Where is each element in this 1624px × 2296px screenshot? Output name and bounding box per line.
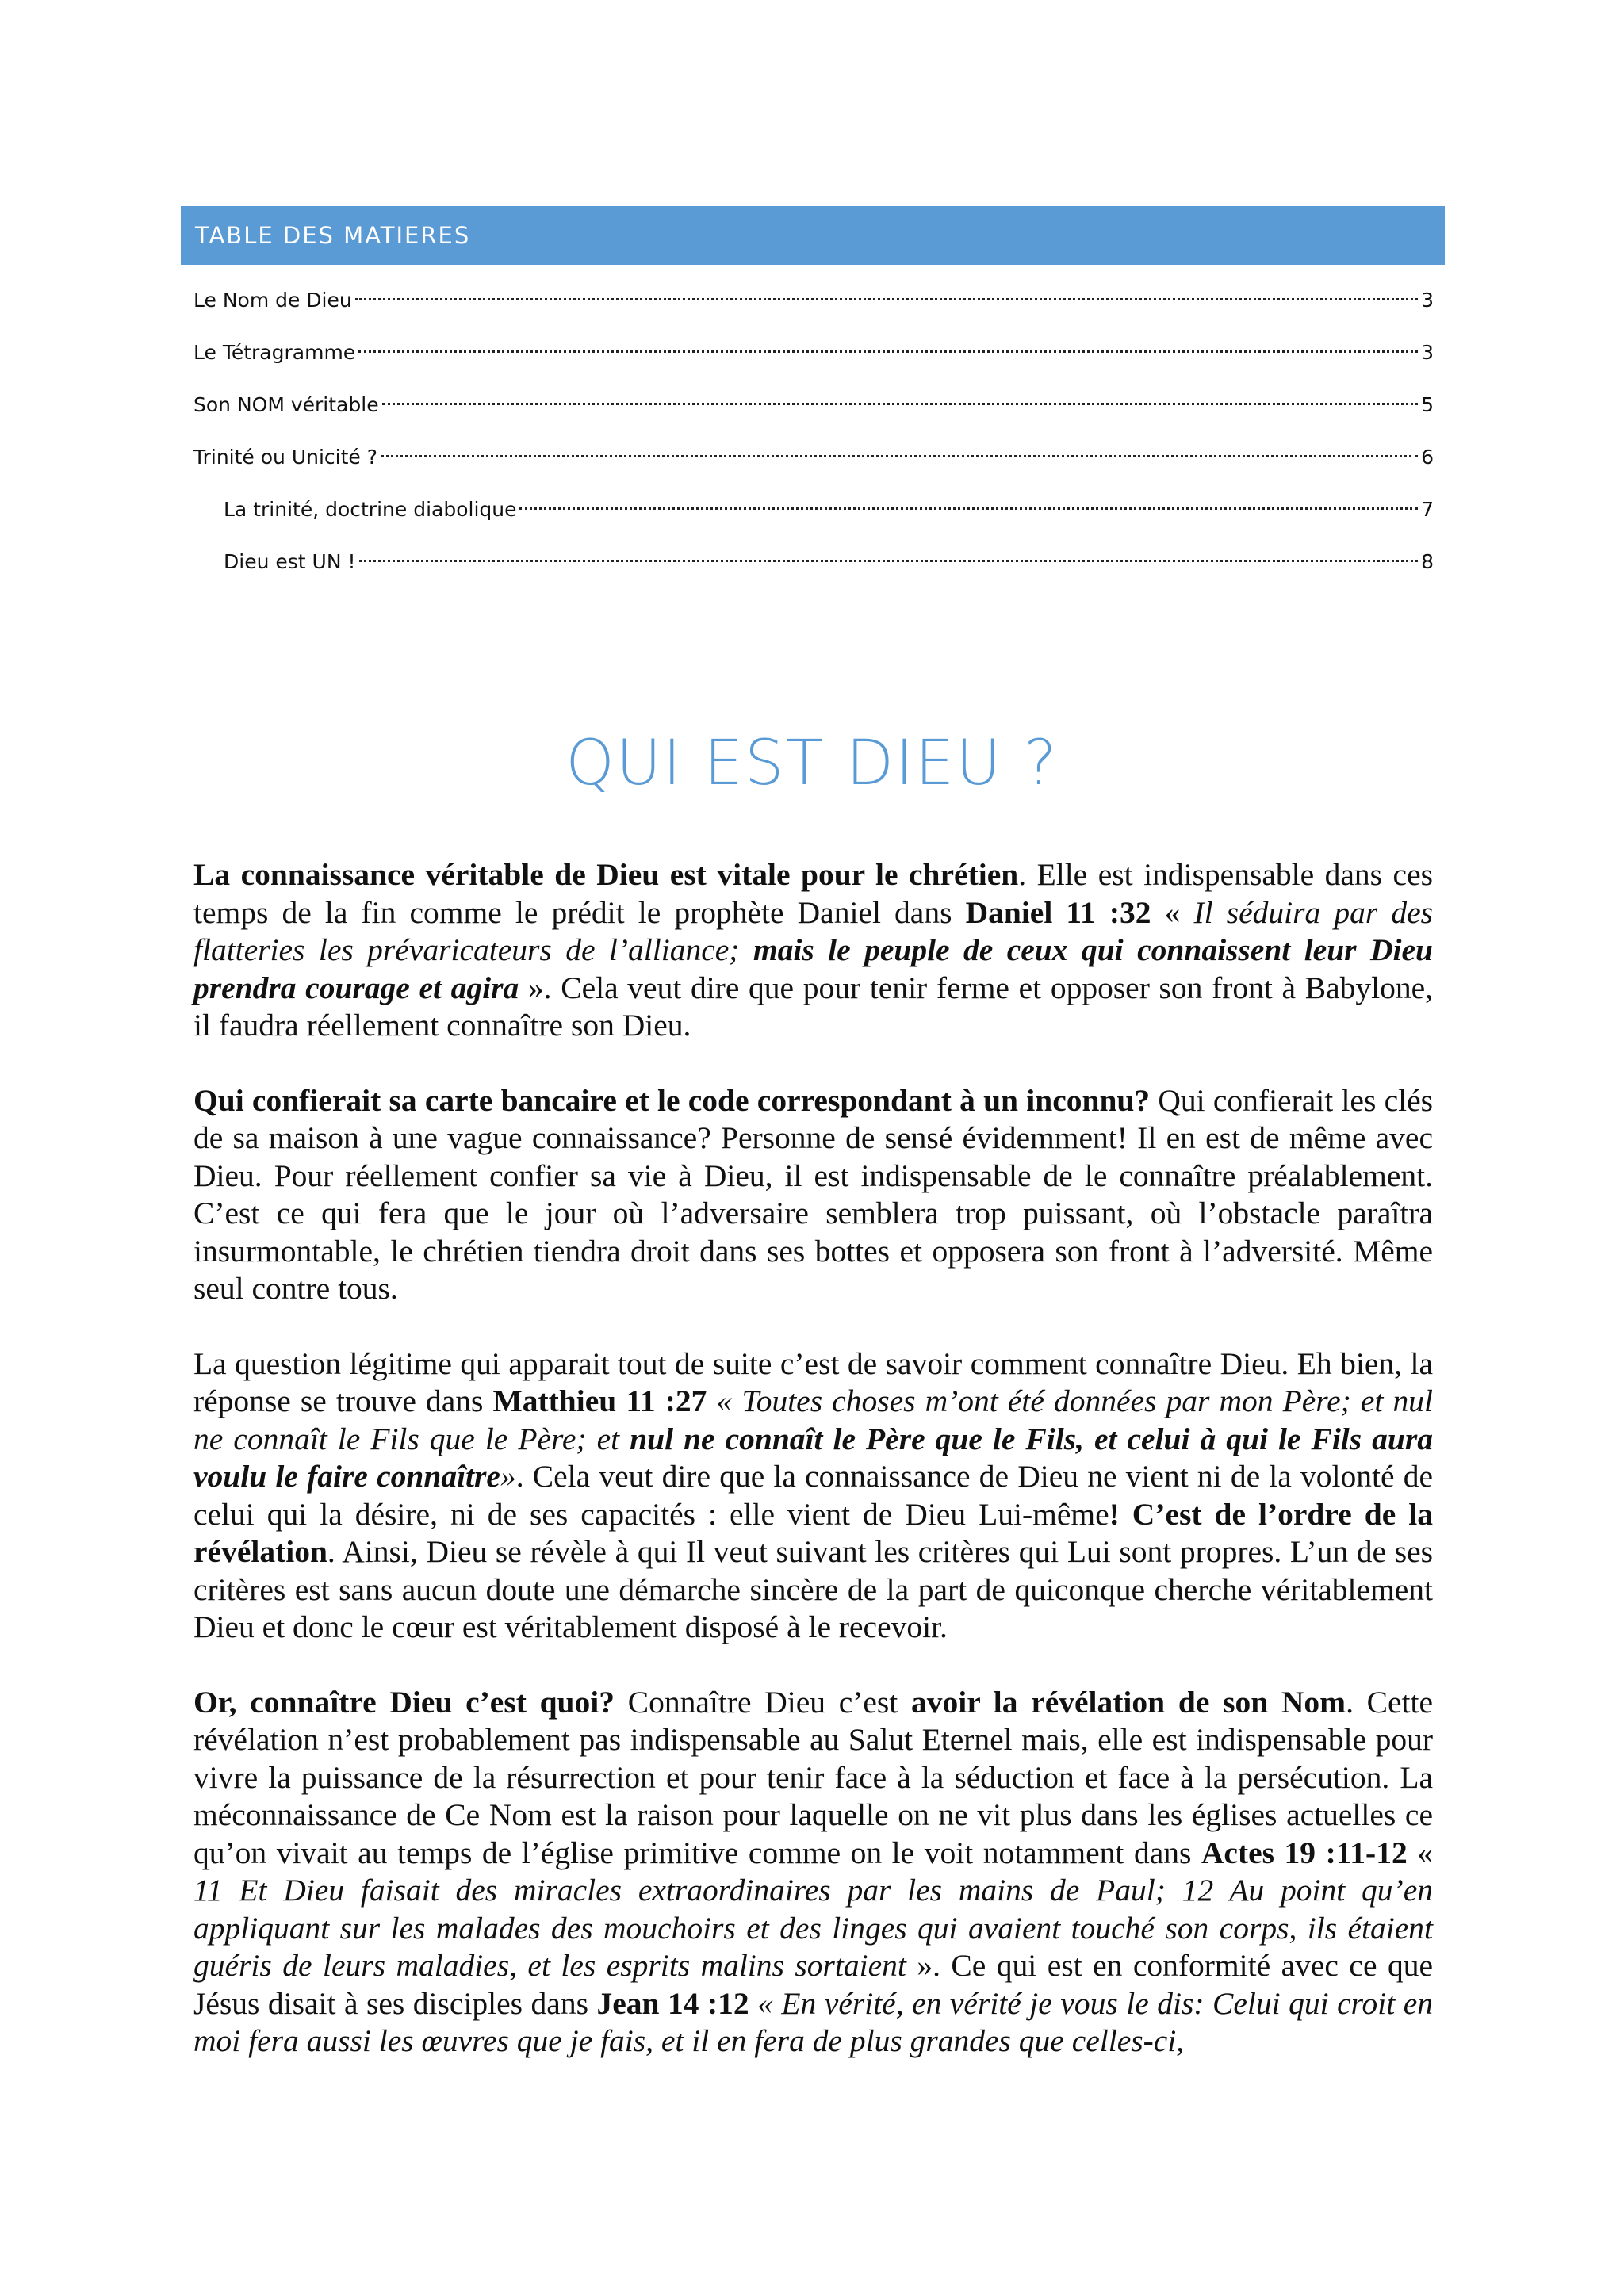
toc-entry-title: Trinité ou Unicité ? xyxy=(193,446,378,469)
text-run: « En vérité, en vérité je vous le dis: Celui qui croit en moi fera aussi les œuvres que je fais, et il en fera de plus grandes que celles-ci, xyxy=(193,1985,1433,2058)
toc-heading: TABLE DES MATIERES xyxy=(181,206,1445,265)
body-paragraph xyxy=(193,1684,1433,2061)
toc-entry-page: 8 xyxy=(1421,550,1434,573)
toc-entry-title: Son NOM véritable xyxy=(193,393,379,416)
toc-entry-title: La trinité, doctrine diabolique xyxy=(224,498,517,521)
text-run: Jean 14 :12 xyxy=(596,1985,749,2021)
text-run: Actes 19 :11-12 xyxy=(1201,1835,1408,1870)
toc-entries xyxy=(181,274,1445,588)
text-run: avoir la révélation de son Nom xyxy=(911,1684,1346,1720)
text-run: . Ainsi, Dieu se révèle à qui Il veut suivant les critères qui Lui sont propres. L’un de ses critères est sans aucun doute une démarche sincère de la part de quiconque cherche véritablement Dieu et donc le cœur est véritablement disposé à le recevoir. xyxy=(193,1534,1433,1644)
toc-entry-page: 6 xyxy=(1421,446,1434,469)
text-run: . Cette révélation n’est probablement pas indispensable au Salut Eternel mais, elle est indispensable pour vivre la puissance de la résurrection et pour tenir face à la séduction et face à la persécution. La méconnaissance de Ce Nom est la raison pour laquelle on ne vit plus dans les églises actuelles ce qu’on vivait au temps de l’église primitive comme on le voit notamment dans xyxy=(193,1684,1434,1870)
toc-leader-dots xyxy=(355,298,1418,300)
toc-entry-page: 3 xyxy=(1421,289,1434,312)
text-run: Qui confierait sa carte bancaire et le code correspondant à un inconnu? xyxy=(193,1082,1151,1118)
text-run: ». Ce qui est en conformité avec ce que Jésus disait à ses disciples dans xyxy=(193,1948,1434,2021)
page-title: QUI EST DIEU ? xyxy=(565,728,1059,799)
text-run: . Cela veut dire que la connaissance de Dieu ne vient ni de la volonté de celui qui la désire, ni de ses capacités : elle vient de Dieu Lui-même xyxy=(193,1459,1433,1532)
text-run: Il séduira par des flatteries les prévaricateurs de l’alliance; xyxy=(193,894,1433,967)
toc-entry-page: 7 xyxy=(1421,498,1434,521)
body-paragraph xyxy=(193,856,1433,1045)
toc-entry-page: 5 xyxy=(1421,393,1434,416)
toc-leader-dots xyxy=(382,403,1419,405)
text-run: Matthieu 11 :27 xyxy=(492,1383,707,1418)
text-run: La connaissance véritable de Dieu est vitale pour le chrétien xyxy=(193,857,1019,892)
toc-entry-title: Dieu est UN ! xyxy=(224,550,356,573)
toc-leader-dots xyxy=(519,507,1418,510)
text-run: mais le peuple de ceux qui connaissent leur Dieu prendra courage et agira xyxy=(193,932,1433,1005)
text-run: « Toutes choses m’ont été données par mon Père; et nul ne connaît le Fils que le Père; et xyxy=(193,1383,1433,1456)
toc-entry[interactable] xyxy=(181,274,1445,327)
text-run: « xyxy=(1407,1835,1434,1870)
text-run: Connaître Dieu c’est xyxy=(615,1684,911,1720)
toc-leader-dots xyxy=(358,350,1418,353)
text-run: ! C’est de l’ordre de la révélation xyxy=(193,1496,1433,1569)
toc-entry-title: Le Nom de Dieu xyxy=(193,289,352,312)
body-text xyxy=(193,856,1433,2098)
text-run: Qui confierait les clés de sa maison à une vague connaissance? Personne de sensé évidemment! Il en est de même avec Dieu. Pour réellement confier sa vie à Dieu, il est indispensable de le connaître préalablement. C’est ce qui fera que le jour où l’adversaire semblera trop puissant, où l’obstacle paraîtra insurmontable, le chrétien tiendra droit dans ses bottes et opposera son front à l’adversité. Même seul contre tous. xyxy=(193,1082,1433,1306)
toc-entry-page: 3 xyxy=(1421,341,1434,364)
toc-entry[interactable] xyxy=(181,536,1445,588)
body-paragraph xyxy=(193,1082,1433,1308)
table-of-contents xyxy=(181,206,1445,588)
text-run: « xyxy=(1151,894,1194,930)
toc-entry[interactable] xyxy=(181,484,1445,536)
toc-entry-title: Le Tétragramme xyxy=(193,341,356,364)
text-run: 11 Et Dieu faisait des miracles extraordinaires par les mains de Paul; 12 Au point qu’en appliquant sur les malades des mouchoirs et des linges qui avaient touché son corps, ils étaient guéris de leurs maladies, et les esprits malins sortaient xyxy=(193,1873,1433,1983)
text-run: Daniel 11 :32 xyxy=(965,894,1151,930)
text-run: . Elle est indispensable dans ces temps de la fin comme le prédit le prophète Daniel dans xyxy=(193,857,1433,930)
toc-leader-dots xyxy=(381,455,1418,457)
toc-leader-dots xyxy=(359,560,1419,562)
toc-entry[interactable] xyxy=(181,379,1445,431)
toc-entry[interactable] xyxy=(181,327,1445,379)
text-run: Or, connaître Dieu c’est quoi? xyxy=(193,1684,615,1720)
toc-entry[interactable] xyxy=(181,431,1445,484)
body-paragraph xyxy=(193,1345,1433,1647)
text-run: ». Cela veut dire que pour tenir ferme et opposer son front à Babylone, il faudra réellement connaître son Dieu. xyxy=(193,970,1433,1043)
text-run: » xyxy=(500,1459,516,1494)
text-run: nul ne connaît le Père que le Fils, et celui à qui le Fils aura voulu le faire connaître xyxy=(193,1421,1433,1494)
text-run: La question légitime qui apparait tout de suite c’est de savoir comment connaître Dieu. Eh bien, la réponse se trouve dans xyxy=(193,1345,1433,1418)
